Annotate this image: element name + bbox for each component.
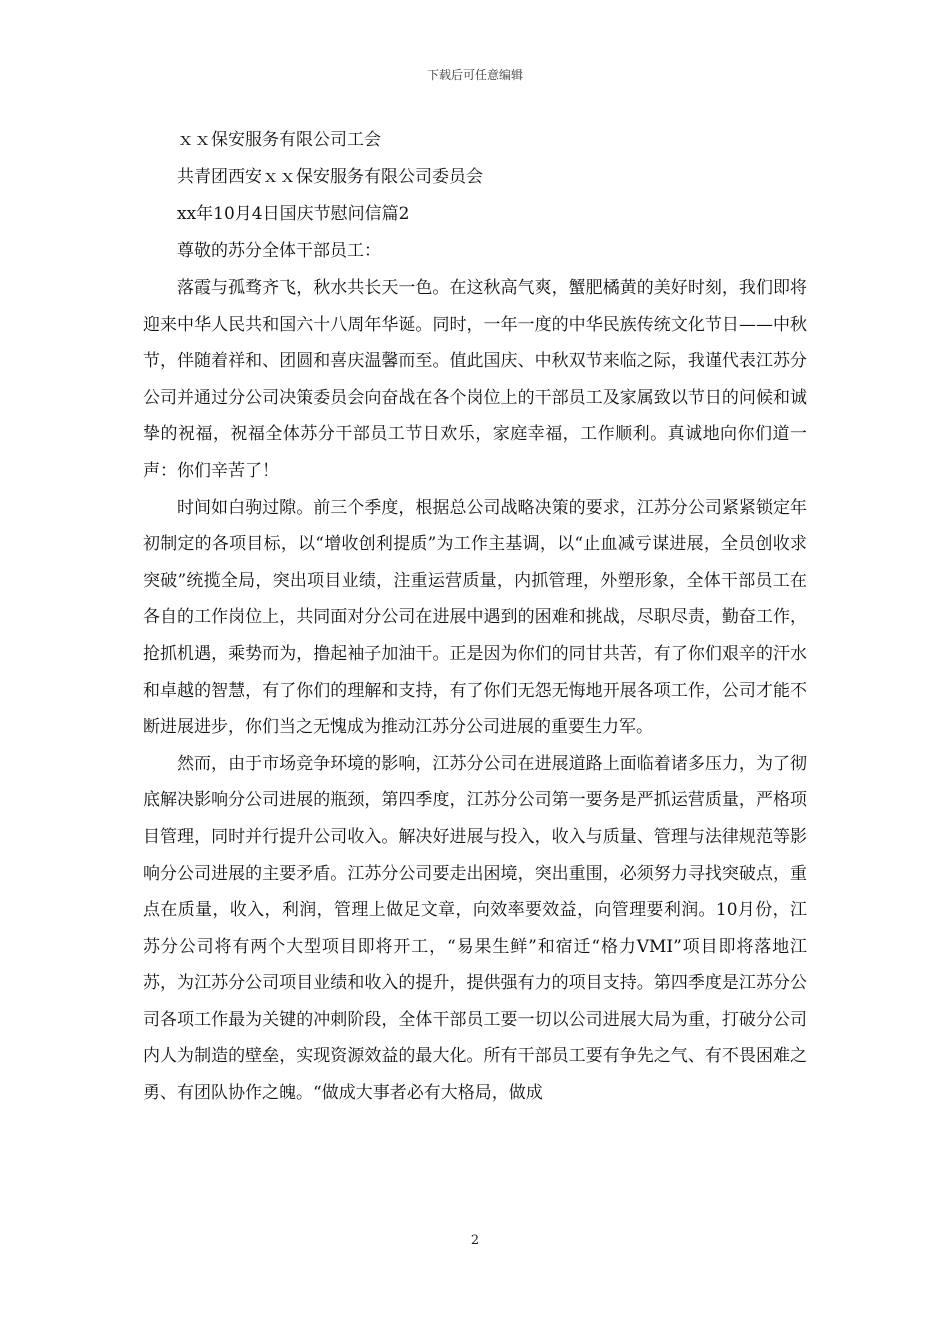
paragraph-greeting: 落霞与孤骛齐飞，秋水共长天一色。在这秋高气爽，蟹肥橘黄的美好时刻，我们即将迎来中华人民共和国六十八周年华诞。同时，一年一度的中华民族传统文化节日——中秋节，伴随着祥和、团圆和喜庆温馨而至。值此国庆、中秋双节来临之际，我谨代表江苏分公司并通过分公司决策委员会向奋战在各个岗位上的干部员工及家属致以节日的问候和诚挚的祝福，祝福全体苏分干部员工节日欢乐，家庭幸福，工作顺利。真诚地向你们道一声：你们辛苦了！ — [143, 278, 807, 481]
org-line-union: ｘｘ保安服务有限公司工会 — [177, 130, 381, 150]
page-number: 2 — [470, 1233, 480, 1248]
page-header-note: 下载后可任意编辑 — [426, 68, 523, 82]
paragraph-review: 时间如白驹过隙。前三个季度，根据总公司战略决策的要求，江苏分公司紧紧锁定年初制定的各项目标，以“增收创利提质”为工作主基调，以“止血减亏谋进展，全员创收求突破”统揽全局，突出项目业绩，注重运营质量，内抓管理，外塑形象，全体干部员工在各自的工作岗位上，共同面对分公司在进展中遇到的困难和挑战，尽职尽责，勤奋工作，抢抓机遇，乘势而为，撸起袖子加油干。正是因为你们的同甘共苦，有了你们艰辛的汗水和卓越的智慧，有了你们的理解和支持，有了你们无怨无悔地开展各项工作，公司才能不断进展进步，你们当之无愧成为推动江苏分公司进展的重要生力军。 — [143, 497, 807, 738]
org-line-youth-league: 共青团西安ｘｘ保安服务有限公司委员会 — [177, 167, 483, 187]
paragraph-outlook: 然而，由于市场竞争环境的影响，江苏分公司在进展道路上面临着诸多压力，为了彻底解决影响分公司进展的瓶颈，第四季度，江苏分公司第一要务是严抓运营质量，严格项目管理，同时并行提升公司收入。解决好进展与投入，收入与质量、管理与法律规范等影响分公司进展的主要矛盾。江苏分公司要走出困境，突出重围，必须努力寻找突破点，重点在质量，收入，利润，管理上做足文章，向效率要效益，向管理要利润。10月份，江苏分公司将有两个大型项目即将开工，“易果生鲜”和宿迁“格力VMI”项目即将落地江苏，为江苏分公司项目业绩和收入的提升，提供强有力的项目支持。第四季度是江苏分公司各项工作最为关键的冲刺阶段，全体干部员工要一切以公司进展大局为重，打破分公司内人为制造的壁垒，实现资源效益的最大化。所有干部员工要有争先之气、有不畏困难之勇、有团队协作之魄。“做成大事者必有大格局，做成 — [143, 753, 807, 1104]
document-body — [143, 122, 807, 1112]
letter-title: xx年10月4日国庆节慰问信篇2 — [177, 204, 410, 224]
letter-salutation: 尊敬的苏分全体干部员工： — [177, 241, 381, 261]
